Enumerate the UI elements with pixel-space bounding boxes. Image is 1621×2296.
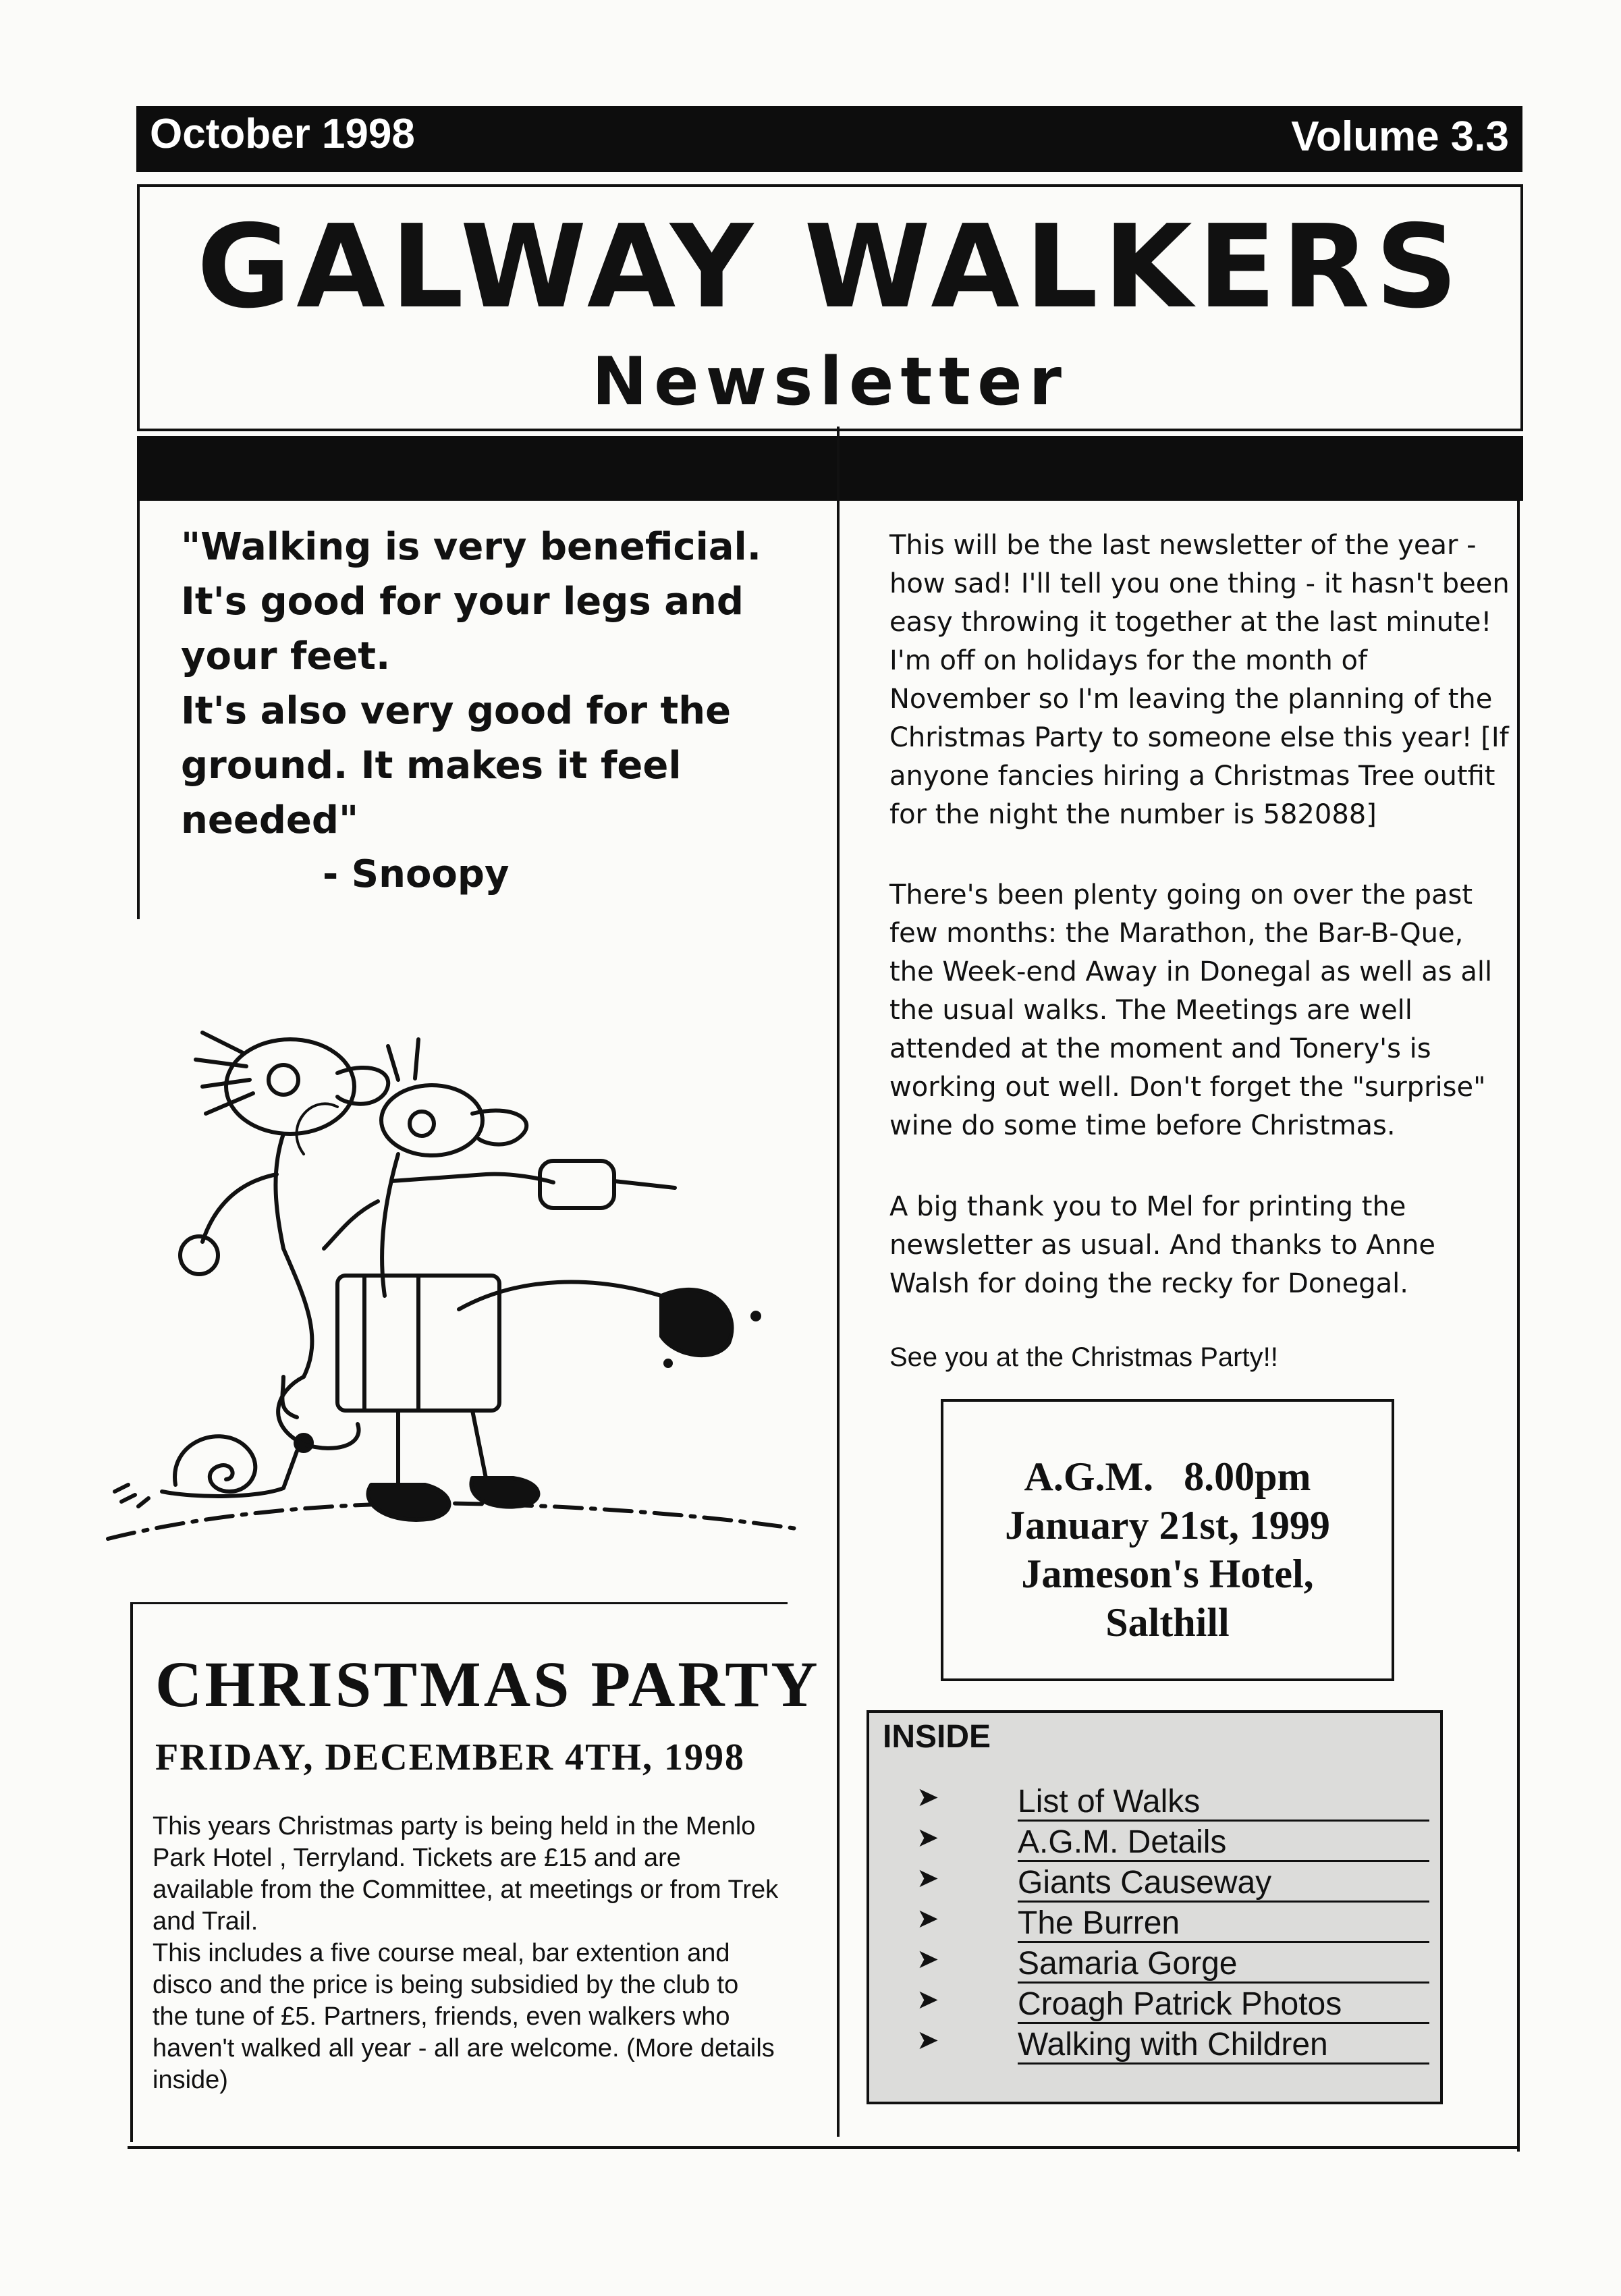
- contents-item-label: List of Walks: [1018, 1784, 1429, 1822]
- agm-location: Salthill: [1105, 1600, 1230, 1645]
- contents-item-label: Giants Causeway: [1018, 1865, 1429, 1903]
- party-date: FRIDAY, DECEMBER 4TH, 1998: [155, 1737, 745, 1778]
- party-description: This years Christmas party is being held in the Menlo Park Hotel , Terryland. Tickets are £15 and are available from the Committee, at meetings or from Trek and Trail. This includes a five course meal, bar extention and disco and the price is being subsidied by the club to the tune of £5. Partners, friends, even walkers who haven't walked all year - all are welcome. (More details inside): [153, 1812, 779, 2094]
- volume-number: Volume 3.3: [1291, 113, 1509, 160]
- quote-line: "Walking is very beneficial.: [181, 525, 762, 569]
- snoopy-quote: [181, 520, 775, 848]
- left-frame-line-lower: [130, 1602, 133, 2142]
- contents-item: [869, 1780, 1440, 1821]
- issue-date: October 1998: [150, 111, 415, 157]
- arrow-icon: ➤: [916, 2025, 939, 2056]
- agm-notice-box: [941, 1399, 1394, 1681]
- quote-line: It's also very good for the: [181, 689, 732, 733]
- agm-time: A.G.M. 8.00pm: [1024, 1454, 1311, 1499]
- section-bar: [137, 436, 1523, 501]
- contents-item: [869, 1942, 1440, 1983]
- party-section-rule: [130, 1602, 788, 1604]
- intro-paragraph: This will be the last newsletter of the year - how sad! I'll tell you one thing - it hasn't been easy throwing it together at the last minute! I'm off on holidays for the month of November so I'm leaving the planning of the Christmas Party to someone else this year! [If anyone fancies hiring a Christmas Tree outfit for the night the number is 582088]: [889, 530, 1510, 830]
- contents-item: [869, 1821, 1440, 1861]
- agm-date: January 21st, 1999: [1005, 1503, 1330, 1548]
- contents-item-label: Walking with Children: [1018, 2027, 1429, 2065]
- arrow-icon: ➤: [916, 1903, 939, 1934]
- newsletter-subtitle: Newsletter: [592, 344, 1068, 420]
- contents-item: [869, 1983, 1440, 2023]
- arrow-icon: ➤: [916, 1822, 939, 1853]
- bottom-rule: [128, 2146, 1520, 2149]
- agm-venue: Jameson's Hotel,: [1021, 1552, 1314, 1596]
- arrow-icon: ➤: [916, 1984, 939, 2015]
- contents-item: [869, 1902, 1440, 1942]
- contents-item: [869, 1861, 1440, 1902]
- quote-line: needed": [181, 798, 359, 842]
- arrow-icon: ➤: [916, 1944, 939, 1975]
- quote-line: ground. It makes it feel: [181, 744, 682, 788]
- contents-item-label: The Burren: [1018, 1906, 1429, 1943]
- quote-line: It's good for your legs and: [181, 580, 744, 624]
- agm-details: [943, 1452, 1392, 1647]
- quote-author: - Snoopy: [323, 852, 510, 896]
- snail-icon: [115, 1435, 312, 1506]
- contents-item: [869, 2023, 1440, 2064]
- walking-cartoon: [81, 958, 810, 1552]
- contents-item-label: Samaria Gorge: [1018, 1946, 1429, 1984]
- masthead: [137, 184, 1523, 431]
- party-heading: CHRISTMAS PARTY: [155, 1648, 821, 1720]
- newsletter-title: GALWAY WALKERS: [196, 200, 1464, 334]
- walker-front: [324, 1039, 732, 1520]
- inside-contents-box: [867, 1710, 1443, 2104]
- news-paragraph: There's been plenty going on over the past few months: the Marathon, the Bar-B-Que, the Week-end Away in Donegal as well as all the usual walks. The Meetings are well attended at the moment and Tonery's is working out well. Don't forget the "surprise" wine do some time before Christmas.: [889, 879, 1493, 1141]
- arrow-icon: ➤: [916, 1863, 939, 1894]
- inside-heading: INSIDE: [883, 1719, 991, 1755]
- thanks-paragraph: A big thank you to Mel for printing the newsletter as usual. And thanks to Anne Walsh for doing the recky for Donegal.: [889, 1191, 1436, 1299]
- issue-banner: [136, 106, 1522, 172]
- contents-item-label: A.G.M. Details: [1018, 1825, 1429, 1862]
- left-frame-line: [137, 501, 140, 919]
- arrow-icon: ➤: [916, 1782, 939, 1813]
- column-divider: [837, 427, 840, 2137]
- right-frame-line: [1517, 501, 1520, 2152]
- quote-line: your feet.: [181, 634, 391, 678]
- contents-item-label: Croagh Patrick Photos: [1018, 1987, 1429, 2024]
- contents-list: [869, 1780, 1440, 2064]
- closing-line: See you at the Christmas Party!!: [889, 1342, 1278, 1372]
- walker-back: [180, 1033, 388, 1448]
